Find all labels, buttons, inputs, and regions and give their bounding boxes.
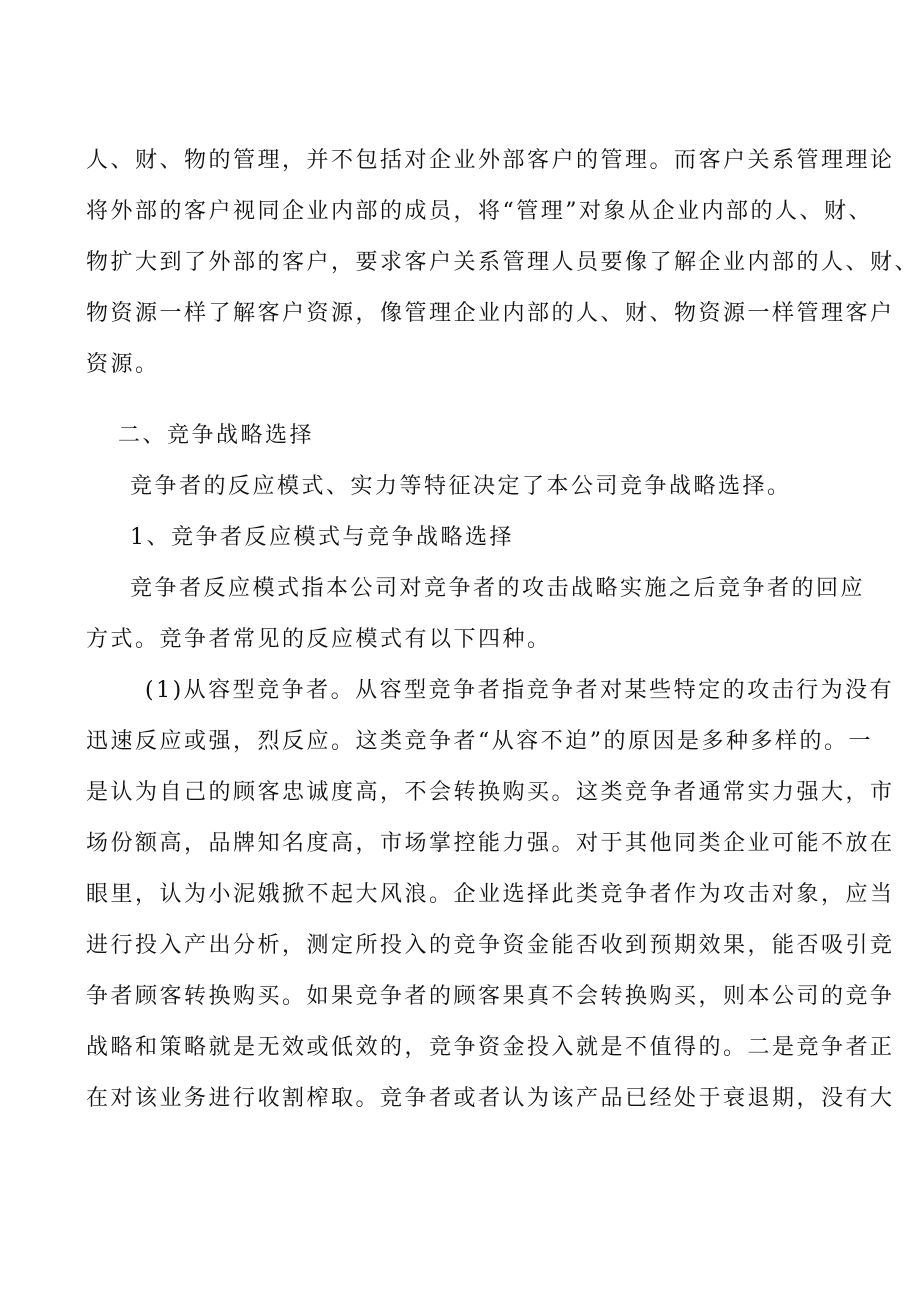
paragraph-line: 方式。竞争者常见的反应模式有以下四种。	[86, 627, 552, 652]
paragraph-line: 竞争者反应模式指本公司对竞争者的攻击战略实施之后竞争者的回应	[130, 576, 866, 601]
paragraph-line: 物资源一样了解客户资源，像管理企业内部的人、财、物资源一样管理客户	[86, 301, 895, 326]
paragraph-line: 场份额高，品牌知名度高，市场掌控能力强。对于其他同类企业可能不放在	[86, 831, 895, 856]
paragraph-line: 进行投入产出分析，测定所投入的竞争资金能否收到预期效果，能否吸引竞	[86, 933, 895, 958]
paragraph-line: 争者顾客转换购买。如果竞争者的顾客果真不会转换购买，则本公司的竞争	[86, 984, 895, 1009]
list-item-first-line: (1)从容型竞争者。从容型竞争者指竞争者对某些特定的攻击行为没有	[145, 678, 895, 703]
subsection-heading: 1、竞争者反应模式与竞争战略选择	[130, 525, 514, 550]
paragraph-line: 迅速反应或强，烈反应。这类竞争者“从容不迫”的原因是多种多样的。一	[86, 729, 873, 754]
paragraph-line: 人、财、物的管理，并不包括对企业外部客户的管理。而客户关系管理理论	[86, 148, 895, 173]
section-intro: 竞争者的反应模式、实力等特征决定了本公司竞争战略选择。	[130, 474, 792, 499]
paragraph-line: 物扩大到了外部的客户，要求客户关系管理人员要像了解企业内部的人、财、	[86, 250, 920, 275]
paragraph-line: 资源。	[86, 352, 160, 377]
paragraph-line: 将外部的客户视同企业内部的成员，将“管理”对象从企业内部的人、财、	[86, 199, 873, 224]
paragraph-line: 是认为自己的顾客忠诚度高，不会转换购买。这类竞争者通常实力强大，市	[86, 780, 895, 805]
paragraph-line: 战略和策略就是无效或低效的，竞争资金投入就是不值得的。二是竞争者正	[86, 1035, 895, 1060]
paragraph-line: 在对该业务进行收割榨取。竞争者或者认为该产品已经处于衰退期，没有大	[86, 1086, 895, 1111]
paragraph-line: 眼里，认为小泥娥掀不起大风浪。企业选择此类竞争者作为攻击对象，应当	[86, 882, 895, 907]
section-heading: 二、竞争战略选择	[118, 423, 315, 448]
